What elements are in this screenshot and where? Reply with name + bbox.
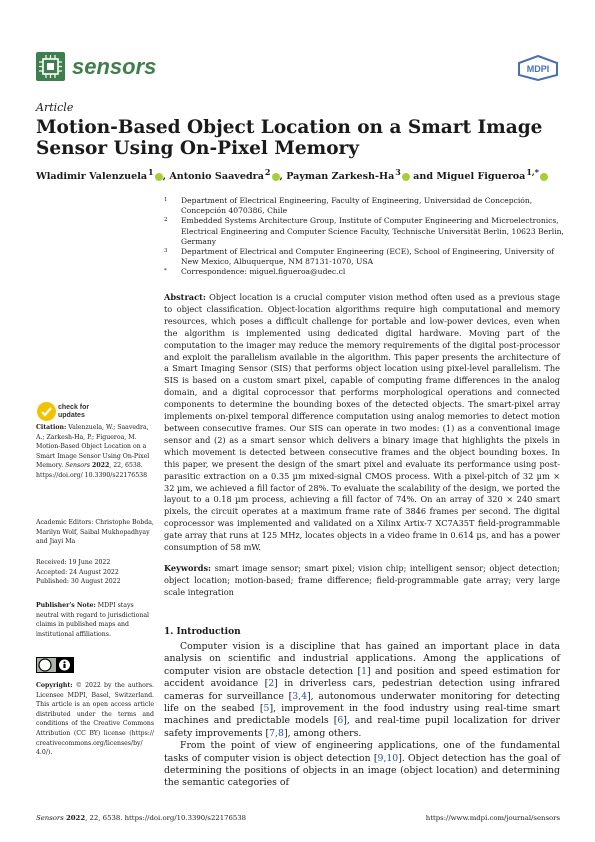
paragraph-text: ] and position and speed estimation for accident avoidance [	[164, 665, 560, 690]
accepted-date: Accepted: 24 August 2022	[36, 568, 119, 576]
article-type: Article	[36, 101, 74, 114]
citation-text: Valenzuela, W.; Saavedra, A.; Zarkesh-Ha, P.; Figueroa, M. Motion-Based Object Location on a Smart Image Sensor Using On-Pixel Memory.	[36, 424, 150, 470]
paragraph-text: Computer vision is a discipline that has gained an important place in data analysis on scientific and industrial applications. Among the applications of computer vision are obstacle detection [	[164, 641, 560, 677]
author-name[interactable]: Wladimir Valenzuela	[36, 171, 148, 183]
citation-label: Citation:	[36, 424, 67, 431]
author-affiliation-mark: 3	[395, 167, 401, 177]
paragraph-text: ], improvement in the food industry using real-time smart machines and predictable models [	[164, 703, 560, 727]
cc-by-license-icon[interactable]	[36, 657, 74, 673]
published-date: Published: 30 August 2022	[36, 578, 121, 586]
paragraph-text: ]. Object detection has the goal of determining the positions of objects in an image (object location) and determining the semantic categories of	[164, 752, 560, 789]
orcid-icon[interactable]	[402, 173, 410, 181]
author-separator: ,	[279, 171, 287, 183]
affiliation-item	[164, 216, 564, 247]
footer-journal-url[interactable]: https://www.mdpi.com/journal/sensors	[425, 814, 560, 822]
citation-reference-link[interactable]: 7,8	[269, 727, 284, 739]
author-affiliation-mark: 1	[148, 167, 154, 177]
affiliation-mark: 1	[164, 197, 168, 203]
affiliations	[164, 196, 564, 278]
citation-journal: Sensors	[65, 462, 91, 470]
citation-doi[interactable]: , 22, 6538. https://doi.org/ 10.3390/s22176538	[36, 462, 148, 479]
check-updates-line2: updates	[58, 411, 85, 419]
author-separator: ,	[162, 171, 170, 183]
abstract-text: Object location is a crucial computer vision method often used as a previous stage to object classification. Object-location algorithms require high computational and memory resources, which poses a difficult challenge for portable and low-power devices, even when the algorithm is implemented using dedicated digital hardware. Moving part of the computation to the imager may reduce the memory requirements of the digital post-processor and exploit the parallelism available in the algorithm. This paper presents the architecture of a Smart Imaging Sensor (SIS) that performs object location using pixel-level parallelism. The SIS is based on a custom smart pixel, capable of computing frame differences in the analog domain, and a digital coprocessor that performs morphological operations and connected components to determine the bounding boxes of the detected objects. The smart-pixel array implements on-pixel temporal difference computation using analog memories to detect motion between consecutive frames. Our SIS can operate in two modes: (1) as a conventional image sensor and (2) as a smart sensor which delivers a binary image that highlights the pixels in which movement is detected between consecutive frames and the object bounding boxes. In this paper, we present the design of the smart pixel and evaluate its performance using post-parasitic extraction on a 0.35 µm mixed-signal CMOS process. With a pixel-pitch of 32 µm × 32 µm, we achieved a fill factor of 28%. To evaluate the scalability of the design, we ported the layout to a 0.18 µm process, achieving a fill factor of 74%. On an array of 320 × 240 smart pixels, the circuit operates at a maximum frame rate of 3846 frames per second. The digital coprocessor was implemented and validated on a Xilinx Artix-7 XC7A35T field-programmable gate array that runs at 125 MHz, locates objects in a video frame in 0.614 µs, and has a power consumption of 58 mW.	[164, 292, 560, 553]
copyright-text: © 2022 by the authors. Licensee MDPI, Basel, Switzerland. This article is an open access article distributed under the terms and conditions of the Creative Commons Attribution (CC BY) license (https:// creativecommons.org/licenses/by/ 4.0/).	[36, 682, 154, 757]
footer-citation	[36, 814, 246, 822]
affiliation-mark: 2	[164, 217, 168, 224]
received-date: Received: 19 June 2022	[36, 559, 111, 566]
correspondence-email[interactable]: Correspondence: miguel.figueroa@udec.cl	[181, 267, 346, 277]
affiliation-text: Department of Electrical Engineering, Faculty of Engineering, Universidad de Concepción, Concepción 4070386, Chile	[181, 196, 533, 216]
publisher-note-label: Publisher's Note:	[36, 602, 96, 609]
affiliation-mark: 3	[164, 248, 168, 255]
author-affiliation-mark: 1,*	[526, 167, 539, 177]
paragraph-text: From the point of view of engineering applications, one of the fundamental tasks of computer vision is object detection [	[164, 740, 560, 764]
introduction-paragraph	[164, 740, 560, 790]
affiliation-text: Department of Electrical and Computer Engineering (ECE), School of Engineering, University of New Mexico, Albuquerque, NM 87131-1070, USA	[181, 247, 555, 267]
citation-reference-link[interactable]: 9,10	[377, 752, 399, 764]
paragraph-text: ] in driverless cars, pedestrian detection using infrared cameras for surveillance [	[164, 678, 560, 702]
paragraph-text: ], and real-time pupil localization for driver safety improvements [	[164, 715, 560, 739]
abstract	[164, 292, 560, 554]
mdpi-logo-text: MDPI	[526, 64, 550, 74]
section-heading-introduction: 1. Introduction	[164, 627, 241, 637]
check-for-updates-icon[interactable]	[37, 402, 56, 421]
orcid-icon[interactable]	[272, 173, 280, 181]
keywords-text: smart image sensor; smart pixel; vision chip; intelligent sensor; object detection; object location; motion-based; frame difference; field-programmable gate array; very large scale integration	[164, 563, 560, 597]
paragraph-text: ], autonomous underwater monitoring for detecting life on the seabed [	[164, 690, 561, 715]
keywords-label: Keywords:	[164, 563, 212, 573]
publication-dates	[36, 558, 154, 587]
citation-reference-link[interactable]: 2	[268, 678, 275, 690]
author-name[interactable]: Miguel Figueroa	[436, 171, 526, 183]
author-affiliation-mark: 2	[264, 167, 271, 177]
citation-year: 2022	[92, 462, 110, 470]
author-separator: and	[409, 171, 437, 183]
citation-reference-link[interactable]: 3,4	[292, 690, 308, 702]
citation-reference-link[interactable]: 6	[337, 715, 344, 727]
affiliation-item	[164, 247, 564, 267]
affiliation-text: Embedded Systems Architecture Group, Institute of Computer Engineering and Microelectronics, Electrical Engineering and Computer Science Faculty, Technische Universität Berlin, 10623 Berlin, Germany	[181, 216, 564, 246]
check-for-updates-button[interactable]	[58, 404, 89, 419]
publisher-note	[36, 601, 154, 639]
affiliation-item	[164, 196, 564, 216]
footer-doi[interactable]: , 22, 6538. https://doi.org/10.3390/s22176538	[85, 814, 247, 822]
copyright-notice	[36, 681, 154, 758]
citation-reference-link[interactable]: 5	[263, 703, 270, 715]
journal-logo-icon	[36, 52, 65, 81]
author-list	[36, 167, 576, 182]
author-name[interactable]: Payman Zarkesh-Ha	[286, 171, 395, 183]
article-title: Motion-Based Object Location on a Smart Image Sensor Using On-Pixel Memory	[36, 117, 543, 159]
copyright-label: Copyright:	[36, 682, 73, 689]
citation-block	[36, 423, 154, 481]
academic-editors: Academic Editors: Christophe Bobda, Marilyn Wolf, Saibal Mukhopadhyay and Jiayi Ma	[36, 519, 154, 546]
check-updates-line1: check for	[58, 404, 90, 411]
author-name[interactable]: Antonio Saavedra	[169, 171, 264, 183]
affiliation-mark: *	[164, 268, 167, 275]
keywords	[164, 563, 560, 599]
introduction-body	[164, 641, 560, 790]
orcid-icon[interactable]	[155, 173, 163, 181]
mdpi-logo-icon[interactable]	[517, 55, 559, 81]
footer-year: 2022	[65, 814, 86, 822]
orcid-icon[interactable]	[540, 173, 548, 181]
publisher-note-text: MDPI stays neutral with regard to jurisdictional claims in published maps and institutional affiliations.	[36, 602, 150, 638]
footer-journal: Sensors	[36, 814, 64, 822]
affiliation-item	[164, 267, 564, 277]
abstract-label: Abstract:	[164, 292, 206, 302]
journal-name[interactable]: sensors	[72, 54, 157, 79]
paragraph-text: ], among others.	[283, 727, 362, 739]
introduction-paragraph	[164, 641, 560, 740]
citation-reference-link[interactable]: 1	[361, 665, 367, 677]
